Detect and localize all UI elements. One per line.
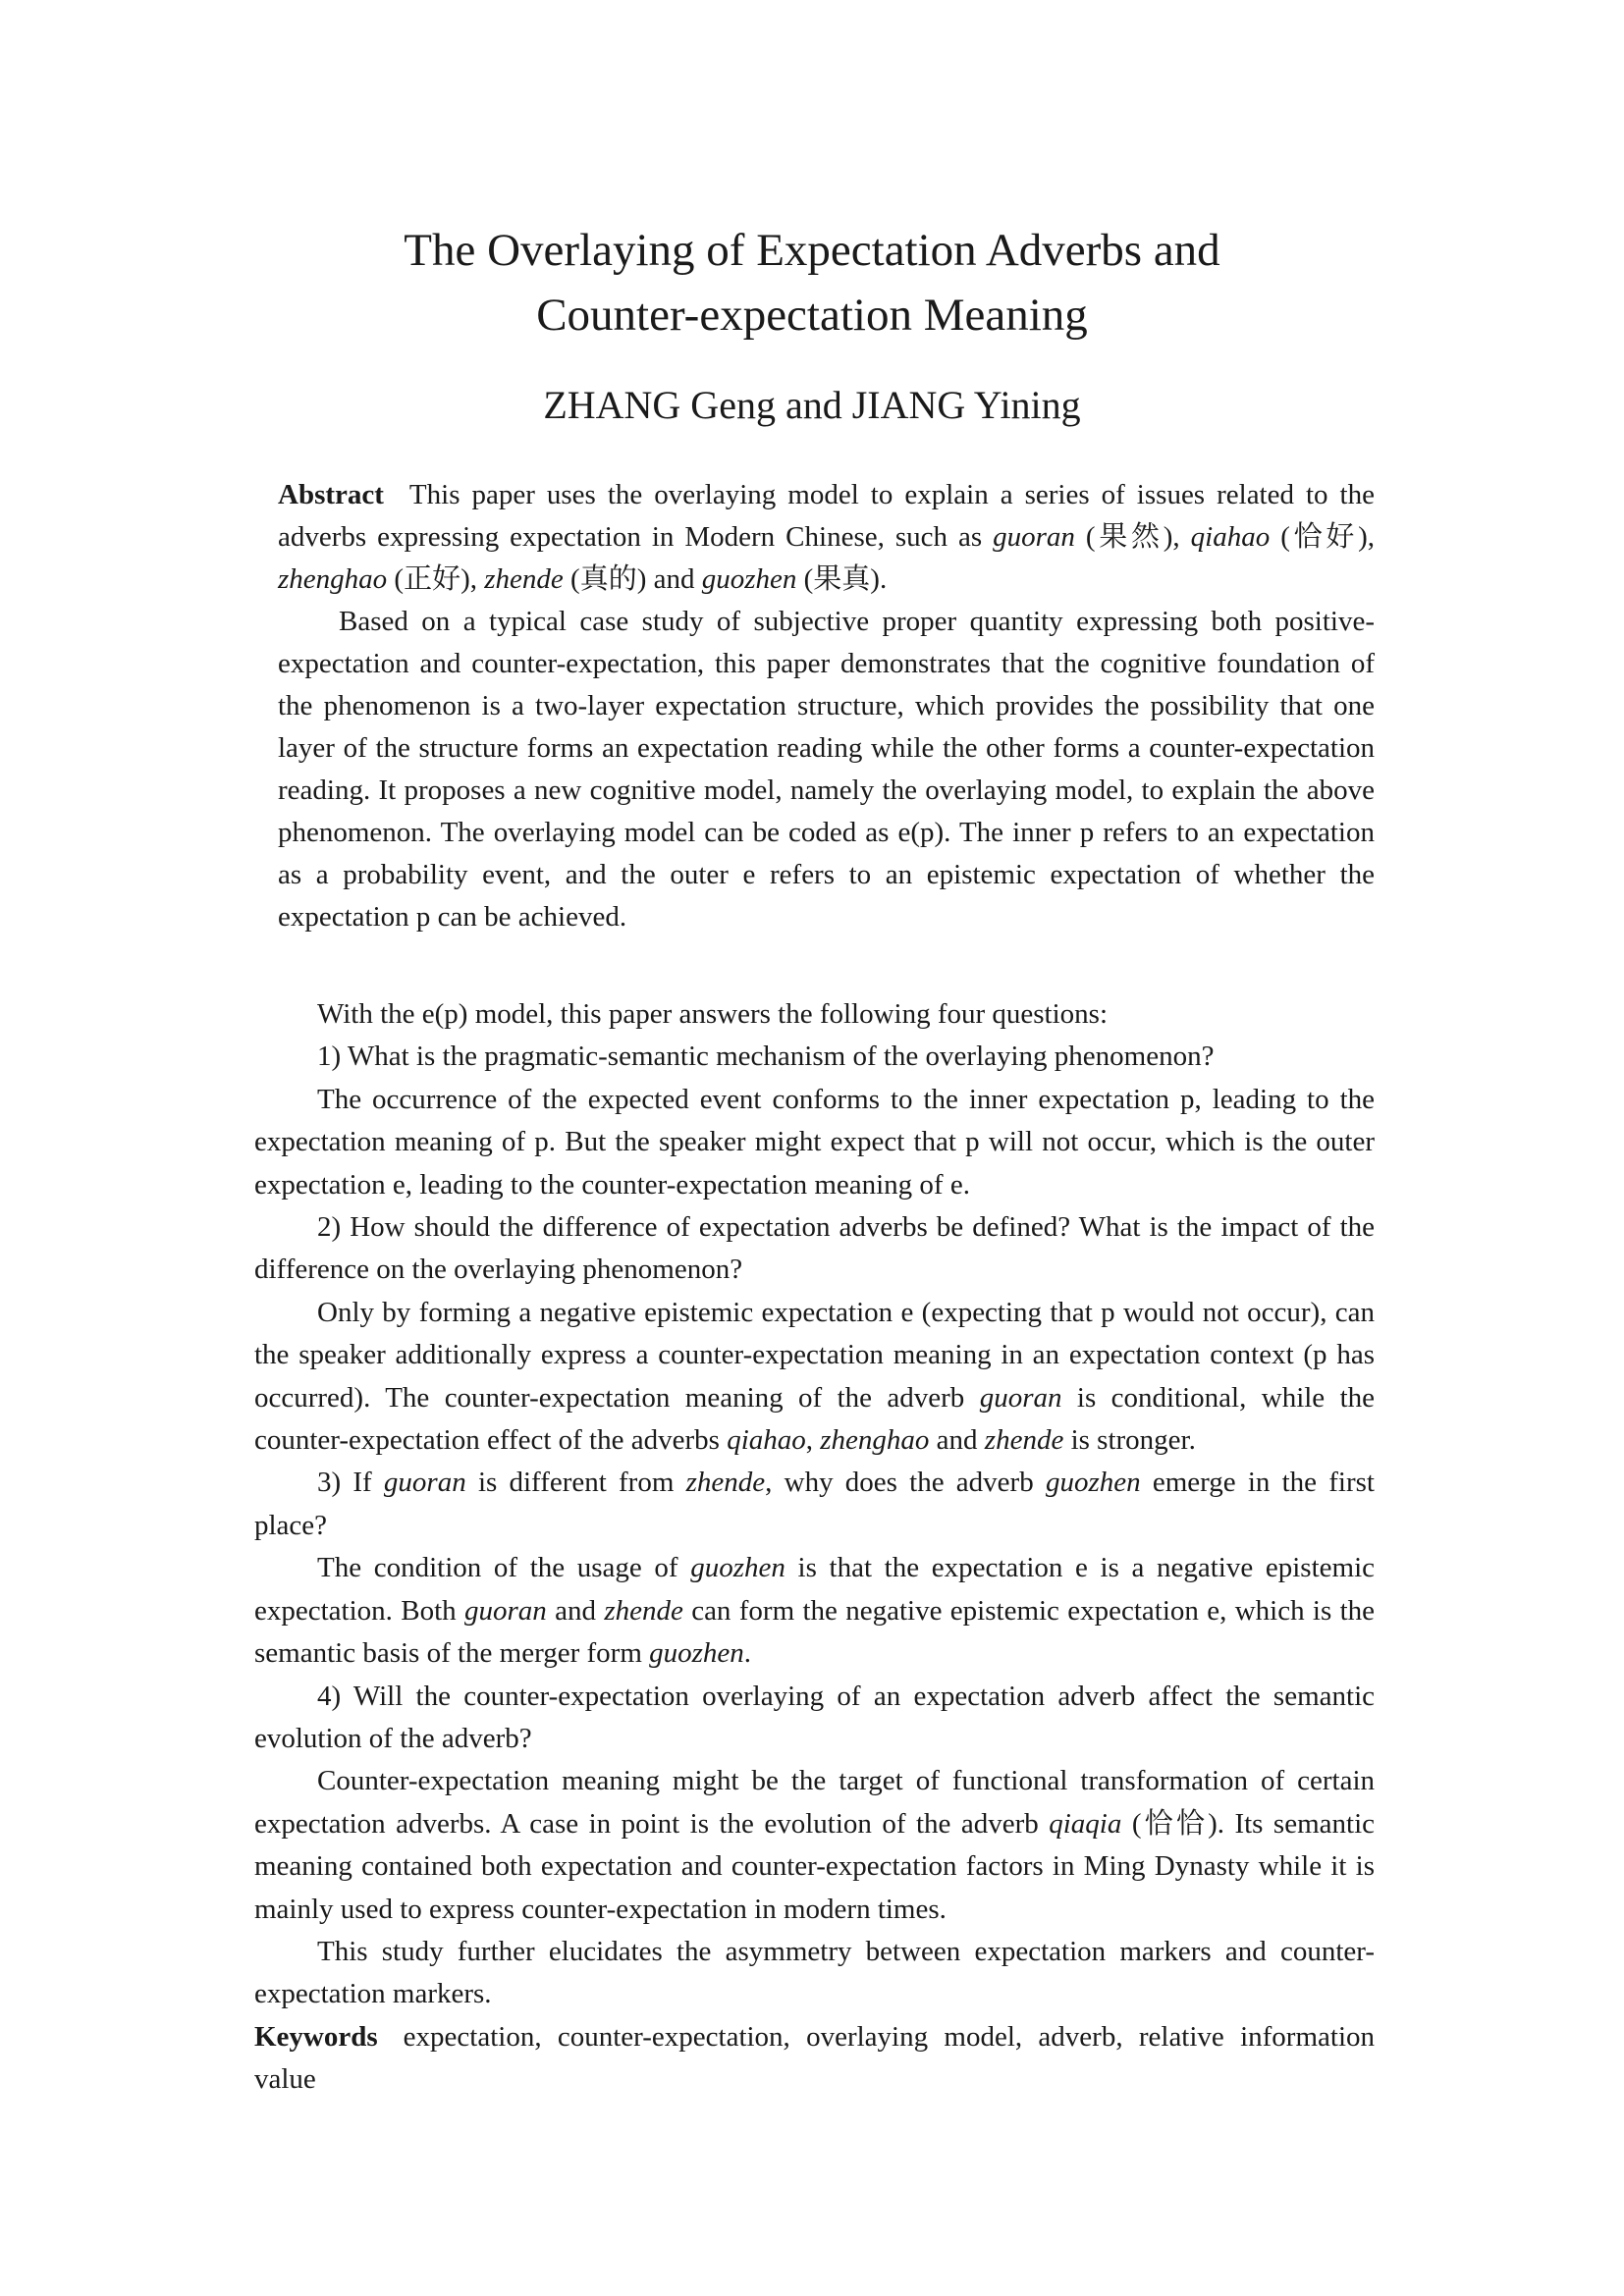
text-span: The condition of the usage of xyxy=(317,1552,691,1584)
abstract-section xyxy=(278,474,1375,938)
author-names: ZHANG Geng and JIANG Yining xyxy=(543,383,1081,427)
text-span: (果真). xyxy=(796,563,888,595)
text-span: (恰好), xyxy=(1270,521,1375,553)
term-zhende: zhende xyxy=(685,1467,766,1499)
title-line-2: Counter-expectation Meaning xyxy=(536,290,1088,341)
text-span: is different from xyxy=(465,1467,686,1499)
text-span: is stronger. xyxy=(1063,1424,1196,1457)
text-span: (真的) and xyxy=(563,563,702,595)
keywords-label: Keywords xyxy=(254,2020,378,2053)
term-zhende: zhende xyxy=(484,563,564,595)
text-span: can form the negative epistemic expectation e, which is the semantic basis of the merger form xyxy=(254,1594,1376,1670)
text-span: and xyxy=(546,1594,605,1627)
abstract-paragraph-2: Based on a typical case study of subjective proper quantity expressing both positive-expectation and counter-expectation, this paper demonstrates that the cognitive foundation of the phenomenon is a two-layer expectation structure, which provides the possibility that one layer of the structure forms an expectation reading while the other forms a counter-expectation reading. It proposes a new cognitive model, namely the overlaying model, to explain the above phenomenon. The overlaying model can be coded as e(p). The inner p refers to an expectation as a probability event, and the outer e refers to an epistemic expectation of whether the expectation p can be achieved. xyxy=(278,606,1375,933)
title-line-1: The Overlaying of Expectation Adverbs and xyxy=(404,225,1220,276)
term-guoran: guoran xyxy=(979,1381,1062,1414)
term-guozhen: guozhen xyxy=(690,1552,785,1584)
answer-4 xyxy=(254,1760,1375,1931)
text-span: emerge in the first place? xyxy=(254,1467,1375,1541)
term-qiahao: qiahao xyxy=(1190,521,1271,553)
term-guoran: guoran xyxy=(463,1594,547,1627)
text-span: 3) If xyxy=(317,1467,384,1499)
term-zhende: zhende xyxy=(604,1594,683,1627)
answer-1: The occurrence of the expected event conforms to the inner expectation p, leading to the expectation meaning of p. But the speaker might expect that p will not occur, which is the outer expectation e, leading to the counter-expectation meaning of e. xyxy=(254,1083,1375,1201)
text-span: and xyxy=(929,1424,985,1457)
text-span: (果然), xyxy=(1074,521,1191,553)
term-qiaqia: qiaqia xyxy=(1049,1807,1122,1840)
text-span: Counter-expectation meaning might be the target of functional transformation of certain expectation adverbs. A case in point is the evolution of the adverb xyxy=(254,1765,1375,1840)
question-1: 1) What is the pragmatic-semantic mechanism of the overlaying phenomenon? xyxy=(317,1041,1215,1073)
text-span: , why does the adverb xyxy=(765,1467,1046,1499)
text-span: (恰恰). Its semantic meaning contained both expectation and counter-expectation factors in Ming Dynasty while it is mainly used to express counter-expectation in modern times. xyxy=(254,1807,1376,1925)
answer-3 xyxy=(254,1547,1375,1675)
term-zhenghao: zhenghao xyxy=(278,563,388,595)
body-section xyxy=(254,993,1375,2102)
abstract-paragraph-1 xyxy=(278,474,1375,601)
answer-2 xyxy=(254,1292,1375,1463)
term-qiahao: qiahao xyxy=(727,1424,806,1457)
term-zhende: zhende xyxy=(984,1424,1064,1457)
text-span: This paper uses the overlaying model to explain a series of issues related to the adverbs expressing expectation in Modern Chinese, such as xyxy=(278,479,1375,553)
paper-title xyxy=(0,218,1624,347)
intro-paragraph: With the e(p) model, this paper answers the following four questions: xyxy=(317,998,1109,1030)
term-guozhen: guozhen xyxy=(701,563,797,595)
term-guozhen: guozhen xyxy=(649,1637,744,1670)
question-4: 4) Will the counter-expectation overlaying of an expectation adverb affect the semantic evolution of the adverb? xyxy=(254,1680,1375,1754)
closing-paragraph: This study further elucidates the asymmetry between expectation markers and counter-expectation markers. xyxy=(254,1935,1375,2010)
text-span: Only by forming a negative epistemic expectation e (expecting that p would not occur), can the speaker additionally express a counter-expectation meaning in an expectation context (p has occurred). The counter-expectation meaning of the adverb xyxy=(254,1296,1375,1414)
keywords-text: expectation, counter-expectation, overlaying model, adverb, relative information value xyxy=(254,2020,1375,2096)
text-span: is that the expectation e is a negative epistemic expectation. Both xyxy=(254,1552,1376,1627)
term-zhenghao: zhenghao xyxy=(820,1424,930,1457)
term-guoran: guoran xyxy=(383,1467,466,1499)
question-3 xyxy=(254,1462,1375,1547)
text-span: is conditional, while the counter-expectation effect of the adverbs xyxy=(254,1381,1376,1457)
term-guoran: guoran xyxy=(993,521,1075,553)
keywords-paragraph xyxy=(254,2016,1375,2102)
term-guozhen: guozhen xyxy=(1045,1467,1141,1499)
question-2: 2) How should the difference of expectation adverbs be defined? What is the impact of the difference on the overlaying phenomenon? xyxy=(254,1211,1375,1286)
text-span: , xyxy=(805,1424,821,1457)
abstract-label: Abstract xyxy=(278,479,384,510)
text-span: . xyxy=(743,1637,752,1670)
text-span: (正好), xyxy=(387,563,485,595)
